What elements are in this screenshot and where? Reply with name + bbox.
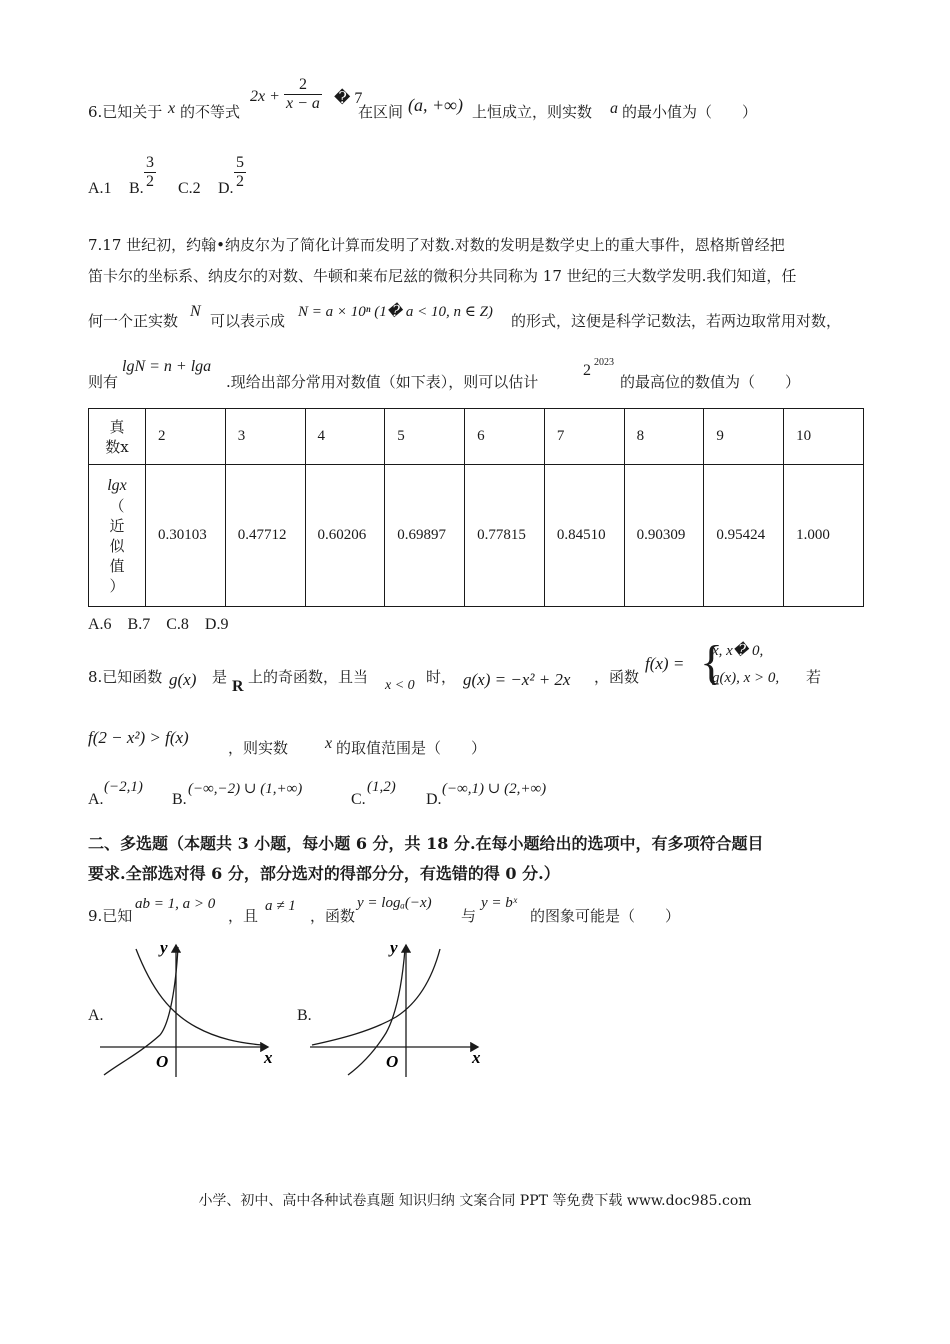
q7-line4a: 则有: [88, 373, 119, 391]
table-cell: 6: [465, 409, 545, 465]
q8-option-d-label: D.: [426, 791, 442, 808]
q6-text3: 上恒成立，则实数: [472, 103, 593, 121]
q6-option-b-fraction: [144, 154, 156, 191]
table-cell: 0.84510: [544, 465, 624, 607]
q8-option-c: (1,2): [367, 779, 396, 795]
q7-line4c: 的最高位的数值为（ ）: [620, 373, 801, 391]
q9-text1: ，且: [228, 907, 259, 925]
header-lgx-line2: （: [109, 496, 125, 515]
q8-text4: ，函数: [594, 668, 640, 686]
table-cell: 1.000: [784, 465, 864, 607]
q7-var-n: N: [190, 303, 201, 320]
q8-option-c-label: C.: [351, 791, 366, 808]
q8-inequality: f(2 − x²) > f(x): [88, 728, 189, 747]
q7-power-base: 2: [583, 362, 591, 379]
table-cell: 0.77815: [465, 465, 545, 607]
q6-var-x: x: [168, 100, 176, 117]
q6-frac-num: 2: [284, 76, 322, 95]
q7-line1: 7.17 世纪初，约翰•纳皮尔为了简化计算而发明了对数.对数的发明是数学史上的重大事件，恩格斯曾经把: [88, 236, 785, 254]
q6-expr-right: � 7: [334, 90, 363, 107]
q8-option-a: (−2,1): [104, 779, 143, 795]
q8-g-definition: g(x) = −x² + 2x: [463, 670, 571, 689]
page-footer: 小学、初中、高中各种试卷真题 知识归纳 文案合同 PPT 等免费下载 www.doc985.com: [198, 1193, 752, 1209]
q6-option-d-fraction: [234, 154, 246, 191]
q8-option-b: (−∞,−2) ∪ (1,+∞): [188, 781, 303, 797]
q9-text4: 的图象可能是（ ）: [530, 907, 681, 925]
q7-line3b: 可以表示成: [210, 312, 286, 330]
header-lgx-line5: 值: [109, 556, 125, 575]
table-cell: 4: [305, 409, 385, 465]
table-header-x: [89, 409, 146, 465]
section-2-line1: 二、多选题（本题共 3 小题，每小题 6 分，共 18 分.在每小题给出的选项中，有多项符合题目: [88, 834, 764, 853]
table-row-x: [89, 409, 864, 465]
q7-line2: 笛卡尔的坐标系、纳皮尔的对数、牛顿和莱布尼兹的微积分共同称为 17 世纪的三大数学发明.我们知道，任: [88, 267, 797, 285]
q6-var-a: a: [610, 100, 618, 117]
q8-real-set: R: [232, 678, 244, 695]
header-x-line1: 真: [109, 417, 125, 436]
q8-f-definition: f(x) =: [645, 654, 685, 673]
header-lgx-line6: ）: [109, 576, 125, 595]
q8-var-x: x: [325, 735, 333, 752]
table-cell: 0.47712: [225, 465, 305, 607]
table-row-lgx: [89, 465, 864, 607]
q9-graph-a-label: A.: [88, 1007, 104, 1024]
q8-case1: x, x� 0,: [712, 643, 764, 659]
q8-prefix: 8.已知函数: [88, 668, 163, 686]
q6-option-b-num: 3: [146, 154, 154, 171]
header-x-line2: 数x: [105, 437, 129, 456]
table-cell: 2: [146, 409, 226, 465]
q8-option-b-label: B.: [172, 791, 187, 808]
q9-graph-a: [100, 935, 280, 1080]
table-cell: 0.30103: [146, 465, 226, 607]
table-cell: 5: [385, 409, 465, 465]
q9-text3: 与: [461, 907, 477, 925]
graph-b-origin: O: [386, 1052, 399, 1071]
graph-a-y-label: y: [160, 938, 168, 957]
table-cell: 8: [624, 409, 704, 465]
q6-option-c: C.2: [178, 180, 201, 197]
q7-power-exp: 2023: [594, 357, 614, 368]
q9-graph-b-label: B.: [297, 1007, 312, 1024]
table-cell: 0.69897: [385, 465, 465, 607]
q7-line4b: .现给出部分常用对数值（如下表），则可以估计: [226, 373, 539, 391]
q8-text2: 上的奇函数，且当: [248, 668, 369, 686]
q8-option-a-label: A.: [88, 791, 104, 808]
section-2-line2: 要求.全部选对得 6 分，部分选对的得部分分，有选错的得 0 分.）: [88, 864, 560, 883]
graph-a-x-label: x: [264, 1048, 273, 1067]
q7-formula: N = a × 10ⁿ (1� a < 10, n ∈ Z): [298, 304, 493, 320]
q9-condition-2: a ≠ 1: [265, 898, 296, 914]
table-cell: 0.95424: [704, 465, 784, 607]
graph-a-origin: O: [156, 1052, 169, 1071]
graph-b-y-label: y: [390, 938, 398, 957]
q9-prefix: 9.已知: [88, 907, 133, 925]
q8-text3: 时，: [426, 668, 457, 686]
header-lgx-line3: 近: [109, 516, 125, 535]
q7-options: A.6 B.7 C.8 D.9: [88, 616, 229, 633]
q6-option-b-label: B.: [129, 180, 144, 197]
q7-line3c: 的形式，这便是科学记数法，若两边取常用对数，: [511, 312, 842, 330]
q8-g-x: g(x): [169, 670, 197, 689]
log-table: [88, 408, 864, 607]
q6-text2: 在区间: [358, 103, 404, 121]
table-cell: 0.90309: [624, 465, 704, 607]
q9-func-1: y = logₐ(−x): [357, 895, 432, 911]
table-cell: 3: [225, 409, 305, 465]
q6-option-b-den: 2: [146, 173, 154, 190]
q6-fraction: [284, 76, 322, 113]
graph-a-curve-exp: [136, 949, 262, 1045]
q9-func-2: y = bˣ: [481, 895, 518, 911]
q6-interval: (a, +∞): [408, 95, 463, 115]
q9-text2: ，函数: [310, 907, 356, 925]
q8-brace: {: [700, 636, 724, 689]
q8-text7: 的取值范围是（ ）: [336, 739, 487, 757]
q8-option-d: (−∞,1) ∪ (2,+∞): [442, 781, 547, 797]
header-lgx-line1: lgx: [107, 476, 127, 494]
q6-option-a: A.1: [88, 180, 112, 197]
table-header-lgx: [89, 465, 146, 607]
q6-option-d-label: D.: [218, 180, 234, 197]
q6-text4: 的最小值为（ ）: [622, 103, 758, 121]
q8-text6: ，则实数: [228, 739, 289, 757]
q6-option-d-num: 5: [236, 154, 244, 171]
q9-graph-b: [310, 935, 490, 1080]
q6-expr-left: 2x +: [250, 88, 280, 105]
q6-option-d-den: 2: [236, 173, 244, 190]
q8-text1: 是: [212, 668, 228, 686]
table-cell: 9: [704, 409, 784, 465]
q8-condition: x < 0: [385, 678, 415, 693]
q8-case2: g(x), x > 0,: [712, 670, 780, 686]
q6-frac-den: x − a: [286, 95, 320, 112]
q7-log-formula: lgN = n + lga: [122, 358, 212, 375]
q6-prefix: 6.已知关于: [88, 103, 163, 121]
header-lgx-line4: 似: [109, 536, 125, 555]
q7-line3a: 何一个正实数: [88, 312, 179, 330]
table-cell: 10: [784, 409, 864, 465]
graph-b-x-label: x: [472, 1048, 481, 1067]
q6-text1: 的不等式: [180, 103, 241, 121]
q9-condition-1: ab = 1, a > 0: [135, 896, 216, 912]
q8-text5: 若: [806, 668, 822, 686]
table-cell: 0.60206: [305, 465, 385, 607]
graph-b-curve-exp: [312, 949, 440, 1045]
table-cell: 7: [544, 409, 624, 465]
